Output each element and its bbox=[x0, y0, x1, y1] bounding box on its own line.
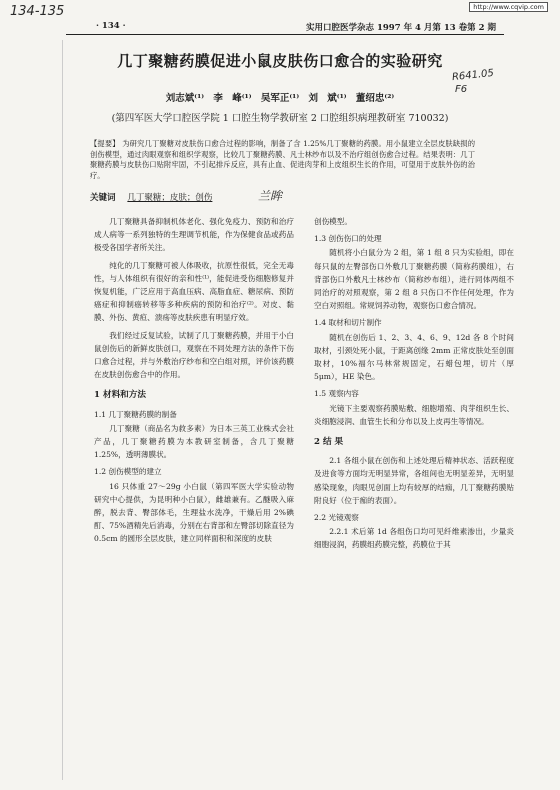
body-paragraph: 创伤模型。 bbox=[314, 217, 352, 226]
body-paragraph: 随机将小白鼠分为 2 组，第 1 组 8 只为实验组，即在每只鼠的左臀部伤口外敷几丁聚糖药膜（简称药膜组），右背部伤口外敷凡士林纱布（简称纱布组），进行同体两组不同治疗的对照观察，第 2 组 8 只伤口不作任何处理，作为空白对照组。常规饲养动物，观察伤口愈合情况。 bbox=[314, 248, 514, 311]
subsection-heading: 1.3 创伤伤口的处理 bbox=[314, 234, 382, 244]
article-title: 几丁聚糖药膜促进小鼠皮肤伤口愈合的实验研究 bbox=[117, 52, 443, 70]
subsection-heading: 1.4 取材和切片制作 bbox=[314, 318, 382, 328]
handwritten-note: 兰眸 bbox=[258, 189, 283, 203]
running-header bbox=[66, 18, 504, 35]
source-url-tag: http://www.cqvip.com bbox=[469, 2, 548, 12]
subsection-heading: 2.2 光镜观察 bbox=[314, 513, 359, 523]
page-number: · 134 · bbox=[96, 21, 126, 31]
body-paragraph: 几丁聚糖（商品名为救多素）为日本三英工业株式会社产品，几丁聚糖药膜为本教研室制备，含几丁聚糖 1.25%，透明薄膜状。 bbox=[94, 423, 294, 460]
handwritten-mark: F6 bbox=[455, 84, 468, 95]
keywords-label: 关键词 bbox=[90, 193, 116, 203]
keywords-line bbox=[90, 191, 212, 203]
body-paragraph: 纯化的几丁聚糖可被人体吸收，抗原性很低，完全无毒性，与人体组织有很好的亲和性⁽¹⁾，能促进受伤细胞修复并恢复机能，广泛应用于高血压病、高脂血症、糖尿病、预防癌症和抑制癌转移等多种疾病的预防和治疗⁽²⁾。对皮、黏膜、外伤、黄疸、溃疡等皮肤疾患有明显疗效。 bbox=[94, 260, 294, 323]
subsection-heading: 1.2 创伤模型的建立 bbox=[94, 467, 162, 477]
author-list: 刘志斌⁽¹⁾ 李 峰⁽¹⁾ 吴军正⁽¹⁾ 刘 斌⁽¹⁾ 董绍忠⁽²⁾ bbox=[165, 93, 395, 104]
keywords-value: 几丁聚糖；皮肤；创伤 bbox=[127, 193, 213, 203]
body-paragraph: 16 只体重 27～29g 小白鼠（第四军医大学实验动物研究中心提供，为昆明种小白鼠），雌雄兼有。乙醚吸入麻醉，脱去背、臀部体毛，生理盐水洗净，干燥后用 2%碘酊、75%酒精先后消毒，分别在右背部和左臀部切除直径为 0.5cm 的圆形全层皮肤，建立同样面积和深度的皮肤 bbox=[94, 481, 294, 544]
handwritten-page-range: 134-135 bbox=[10, 4, 65, 19]
body-column-left bbox=[94, 215, 294, 550]
body-paragraph: 我们经过反复试验，试制了几丁聚糖药膜，并用于小白鼠创伤后的新鲜皮肤创口，观察在不同处理方法的条件下伤口愈合过程，并与外敷治疗纱布和空白组对照，评价该药膜在皮肤创伤愈合中的作用。 bbox=[94, 330, 294, 380]
handwritten-class-code: R641.05 bbox=[451, 67, 495, 84]
subsection-heading: 1.1 几丁聚糖药膜的制备 bbox=[94, 409, 177, 419]
section-heading: 1 材料和方法 bbox=[94, 390, 146, 401]
body-paragraph: 2.2.1 术后第 1d 各组伤口均可见纤维素渗出，少量炎细胞浸润，药膜组药膜完整，药膜位于其 bbox=[314, 527, 514, 550]
body-paragraph: 光镜下主要观察药膜贴敷、细胞增殖、肉芽组织生长、炎细胞浸润、血管生长和分布以及上皮再生等情况。 bbox=[314, 403, 514, 426]
scan-margin-line bbox=[62, 40, 63, 780]
section-heading: 2 结 果 bbox=[314, 437, 344, 448]
journal-citation: 实用口腔医学杂志 1997 年 4 月第 13 卷第 2 期 bbox=[306, 23, 496, 33]
body-paragraph: 随机在创伤后 1、2、3、4、6、9、12d 各 8 个时间取材，引颈处死小鼠，于距离创缘 2mm 正常皮肤处至创面取材，10%福尔马林常规固定，石蜡包埋，切片（厚 5μm），HE 染色。 bbox=[314, 332, 514, 382]
body-paragraph: 几丁聚糖具备抑制机体老化、强化免疫力、预防和治疗成人病等一系列独特的生理调节机能，作为保健食品或药品极受各国学者所关注。 bbox=[94, 217, 294, 253]
body-column-right bbox=[314, 215, 514, 556]
subsection-heading: 1.5 观察内容 bbox=[314, 389, 359, 399]
author-affiliation: (第四军医大学口腔医学院 1 口腔生物学教研室 2 口腔组织病理教研室 710032) bbox=[111, 113, 449, 124]
body-paragraph: 2.1 各组小鼠在创伤和上述处理后精神状态、活跃程度及进食等方面均无明显异常，各组间也无明显差异，无明显感染现象，肉眼见创面上均有较厚的结痂，几丁聚糖药膜贴附良好（位于痂的表面）。 bbox=[314, 456, 514, 505]
abstract: 【提要】 为研究几丁聚糖对皮肤伤口愈合过程的影响，制备了含 1.25%几丁聚糖的药膜。用小鼠建立全层皮肤缺损的创伤模型，通过肉眼观察和组织学观察，比较几丁聚糖药膜、凡士林纱布以及不治疗组创伤愈合过程。结果表明：几丁聚糖药膜与皮肤伤口贴附牢固，不引起排斥反应，具有止血、促进肉芽和上皮组织生长的作用，可望用于皮肤外伤的治疗。 bbox=[90, 139, 475, 180]
